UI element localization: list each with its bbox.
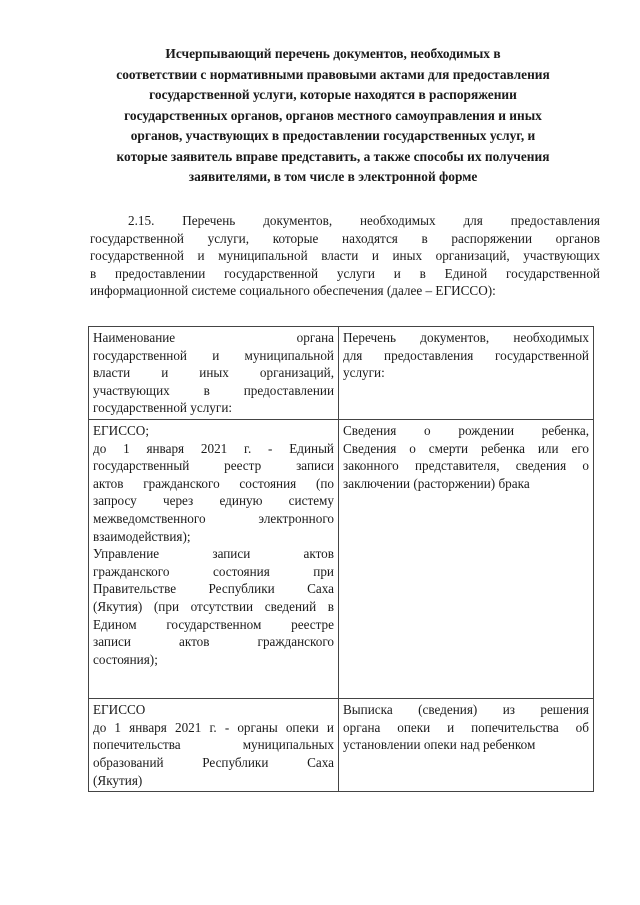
heading-line: которые заявитель вправе представить, а также способы их получения <box>116 148 550 164</box>
cell-line: Сведения о смерти ребенка или его <box>343 440 589 456</box>
documents-table <box>88 326 594 792</box>
cell-line: Перечень документов, необходимых <box>343 330 589 345</box>
heading-line: заявителями, в том числе в электронной форме <box>188 169 478 184</box>
cell-spacer <box>93 668 334 696</box>
paragraph-line: государственной услуги, которые находятся в распоряжении органов <box>90 230 600 246</box>
cell-line: Сведения о рождении ребенка, <box>343 422 589 438</box>
table-row <box>89 699 594 792</box>
cell-line: межведомственного электронного <box>93 510 334 526</box>
row1-documents-cell <box>339 419 594 698</box>
cell-line: до 1 января 2021 г. - органы опеки и <box>93 719 334 735</box>
cell-line: взаимодействия); <box>93 528 191 544</box>
cell-line: запросу через единую систему <box>93 493 334 509</box>
paragraph-line: в предоставлении государственной услуги и в Единой государственной <box>90 265 600 281</box>
row2-authority-cell <box>89 699 339 792</box>
cell-line: Едином государственном реестре <box>93 616 334 632</box>
cell-line: государственной и муниципальной <box>93 347 334 363</box>
cell-line: гражданского состояния при <box>93 563 334 579</box>
cell-line: (Якутия) <box>93 772 143 788</box>
heading-line: соответствии с нормативными правовыми актами для предоставления <box>116 66 550 82</box>
cell-line: записи актов гражданского <box>93 634 334 650</box>
heading-line: государственных органов, органов местного самоуправления и иных <box>124 107 542 123</box>
header-cell-documents <box>339 327 594 420</box>
cell-line: актов гражданского состояния (по <box>93 475 334 491</box>
heading-line: государственной услуги, которые находятся в распоряжении <box>149 87 517 102</box>
cell-line: Управление записи актов <box>93 546 334 562</box>
table-header-row <box>89 327 594 420</box>
cell-line: органа опеки и попечительства об <box>343 719 589 735</box>
cell-line: попечительства муниципальных <box>93 737 334 753</box>
paragraph-line: государственной и муниципальной власти и иных организаций, участвующих <box>90 248 600 263</box>
cell-line: ЕГИССО; <box>93 422 149 438</box>
paragraph-line: 2.15. Перечень документов, необходимых для предоставления <box>128 213 600 228</box>
cell-line: состояния); <box>93 651 158 667</box>
cell-line: государственной услуги: <box>93 400 233 416</box>
cell-line: для предоставления государственной <box>343 347 589 363</box>
cell-line: образований Республики Саха <box>93 755 334 771</box>
cell-line: Выписка (сведения) из решения <box>343 702 589 718</box>
cell-line: Наименование органа <box>93 330 334 345</box>
heading-line: органов, участвующих в предоставлении государственных услуг, и <box>130 128 536 143</box>
header-cell-authority <box>89 327 339 420</box>
cell-line: установлении опеки над ребенком <box>343 737 536 753</box>
cell-line: участвующих в предоставлении <box>93 382 334 398</box>
paragraph-line: информационной системе социального обеспечения (далее – ЕГИССО): <box>90 283 496 298</box>
cell-line: (Якутия) (при отсутствии сведений в <box>93 598 334 614</box>
table-row <box>89 419 594 698</box>
cell-line: до 1 января 2021 г. - Единый <box>93 440 334 456</box>
row2-documents-cell <box>339 699 594 792</box>
heading-line: Исчерпывающий перечень документов, необходимых в <box>165 46 501 61</box>
cell-line: заключении (расторжении) брака <box>343 475 530 491</box>
row1-authority-cell <box>89 419 339 698</box>
cell-line: Правительстве Республики Саха <box>93 581 334 597</box>
cell-line: государственный реестр записи <box>93 458 334 474</box>
cell-line: услуги: <box>343 365 385 381</box>
cell-line: власти и иных организаций, <box>93 365 334 381</box>
paragraph-2-15 <box>90 212 600 300</box>
cell-line: ЕГИССО <box>93 702 146 718</box>
section-heading <box>90 44 576 188</box>
cell-line: законного представителя, сведения о <box>343 458 589 474</box>
